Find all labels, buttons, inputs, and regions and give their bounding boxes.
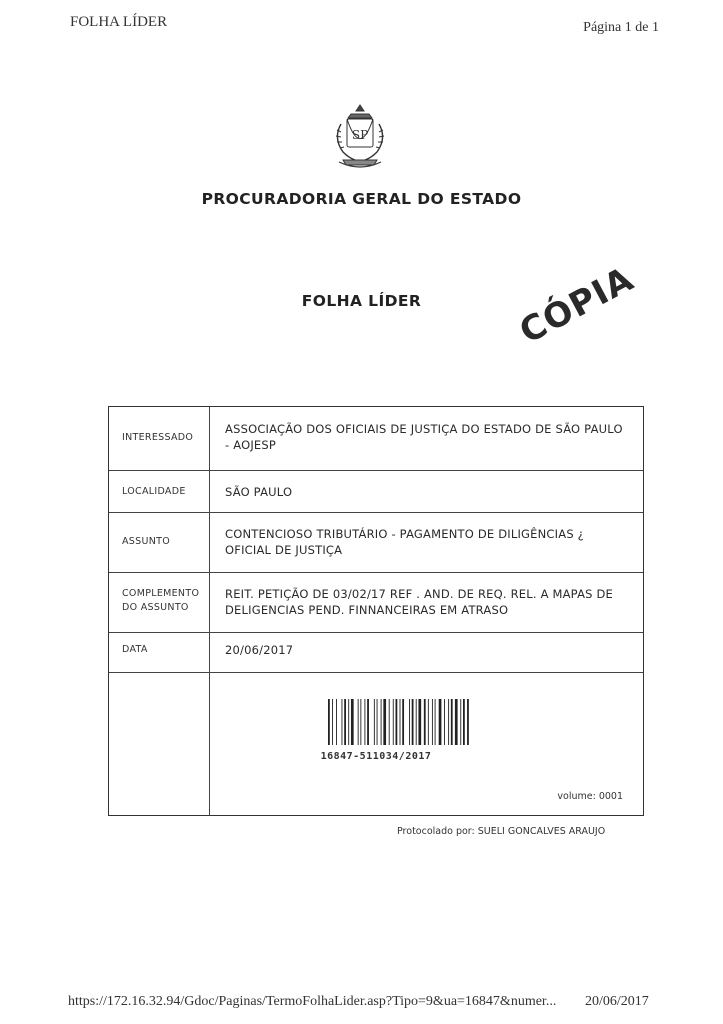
label-complemento-line2: DO ASSUNTO — [122, 602, 189, 613]
label-assunto: ASSUNTO — [122, 536, 170, 547]
value-interessado: ASSOCIAÇÃO DOS OFICIAIS DE JUSTIÇA DO ESTADO DE SÃO PAULO - AOJESP — [225, 422, 623, 452]
label-complemento — [122, 587, 199, 615]
form-row-assunto — [109, 513, 643, 573]
barcode-number: 16847-511034/2017 — [320, 751, 432, 762]
volume-number: volume: 0001 — [557, 791, 623, 802]
protocol-info: Protocolado por: SUELI GONCALVES ARAUJO — [397, 826, 606, 837]
label-complemento-line1: COMPLEMENTO — [122, 588, 200, 599]
copy-stamp-text: CÓPIA — [513, 259, 641, 352]
footer-date: 20/06/2017 — [585, 994, 649, 1009]
form-row-localidade — [109, 471, 643, 513]
label-localidade: LOCALIDADE — [122, 486, 186, 497]
page-counter: Página 1 de 1 — [583, 20, 659, 35]
label-data: DATA — [122, 644, 148, 655]
value-data: 20/06/2017 — [225, 643, 294, 657]
value-assunto: CONTENCIOSO TRIBUTÁRIO - PAGAMENTO DE DILIGÊNCIAS ¿ OFICIAL DE JUSTIÇA — [225, 527, 584, 557]
document-form — [108, 406, 644, 816]
copy-stamp — [513, 259, 652, 384]
crest-letters: SP — [351, 128, 369, 142]
form-row-interessado — [109, 407, 643, 471]
form-row-data — [109, 633, 643, 673]
value-localidade: SÃO PAULO — [225, 485, 293, 499]
header-left-title: FOLHA LÍDER — [70, 14, 168, 30]
value-complemento: REIT. PETIÇÃO DE 03/02/17 REF . AND. DE REQ. REL. A MAPAS DE DELIGENCIAS PEND. FINNANCEIRAS EM ATRASO — [225, 587, 614, 617]
barcode-graphic — [326, 699, 526, 745]
organization-title: PROCURADORIA GERAL DO ESTADO — [201, 190, 522, 208]
form-row-complemento — [109, 573, 643, 633]
footer-url: https://172.16.32.94/Gdoc/Paginas/TermoFolhaLider.asp?Tipo=9&ua=16847&numer... — [68, 994, 557, 1009]
label-interessado: INTERESSADO — [122, 432, 194, 443]
document-title: FOLHA LÍDER — [301, 292, 422, 310]
state-crest-logo — [329, 102, 391, 170]
